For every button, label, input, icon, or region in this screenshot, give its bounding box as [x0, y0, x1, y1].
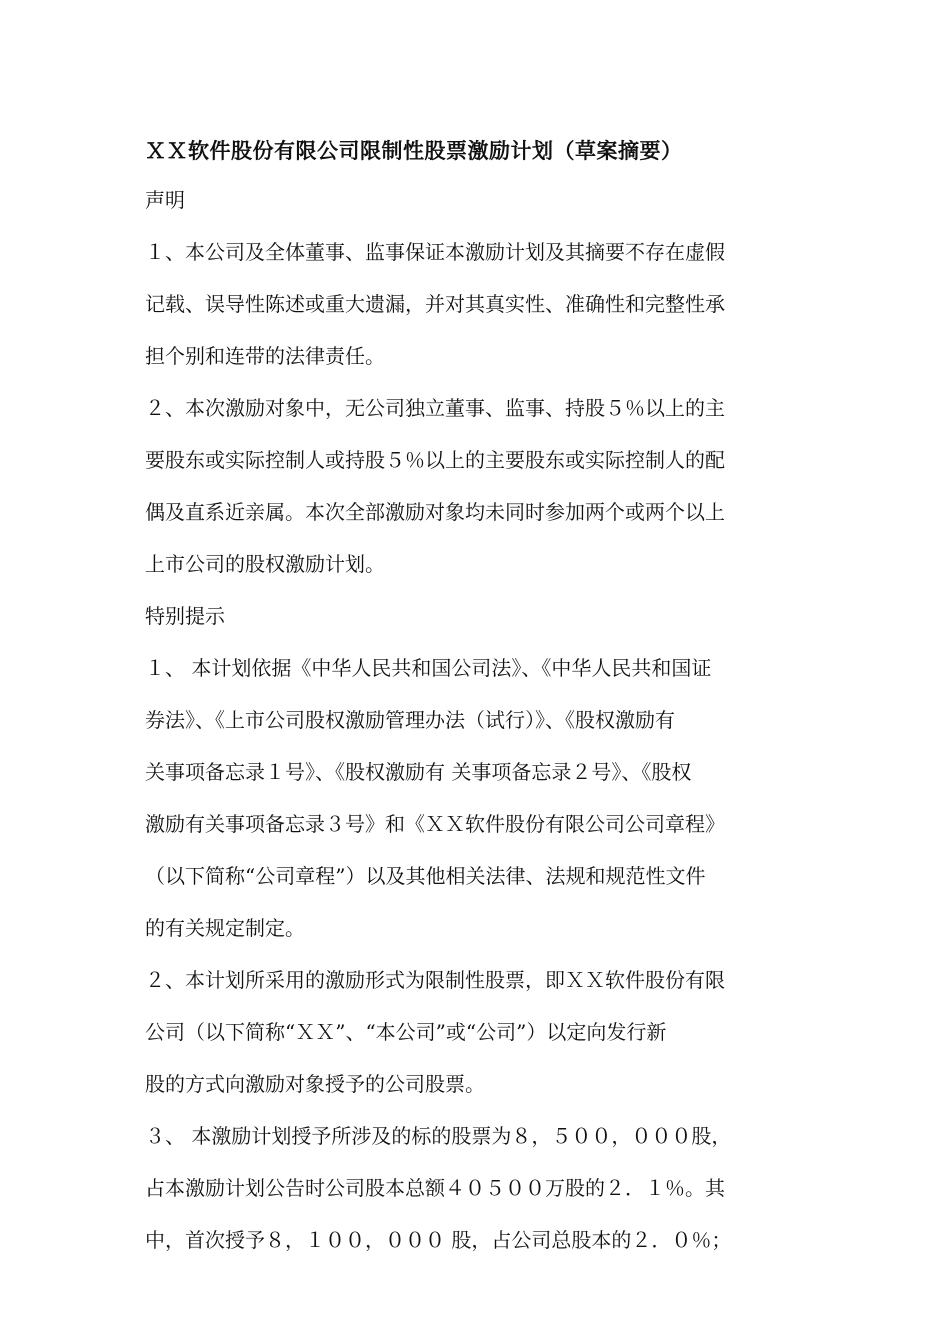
text-line: 中，首次授予８，１００，０００ 股，占公司总股本的２．０％；	[145, 1228, 732, 1252]
text-line: 要股东或实际控制人或持股５％以上的主要股东或实际控制人的配	[145, 448, 725, 472]
text-line: 上市公司的股权激励计划。	[145, 552, 385, 576]
document-title: ＸＸ软件股份有限公司限制性股票激励计划（草案摘要）	[145, 138, 683, 163]
text-line: １、本公司及全体董事、监事保证本激励计划及其摘要不存在虚假	[145, 240, 725, 264]
text-line: 偶及直系近亲属。本次全部激励对象均未同时参加两个或两个以上	[145, 500, 725, 524]
text-line: 关事项备忘录１号》、《股权激励有 关事项备忘录２号》、《股权	[145, 760, 692, 784]
statement-paragraph-2	[145, 382, 810, 590]
notice-paragraph-3	[145, 1110, 810, 1266]
document-body	[145, 128, 810, 1266]
text-line: 的有关规定制定。	[145, 916, 305, 940]
text-line: 股的方式向激励对象授予的公司股票。	[145, 1072, 485, 1096]
text-line: （以下简称“公司章程”）以及其他相关法律、法规和规范性文件	[145, 864, 706, 888]
text-line: １、 本计划依据《中华人民共和国公司法》、《中华人民共和国证	[145, 656, 712, 680]
text-line: 公司（以下简称“ＸＸ”、“本公司”或“公司”）以定向发行新	[145, 1020, 667, 1044]
text-line: 占本激励计划公告时公司股本总额４０５００万股的２．１％。其	[145, 1176, 725, 1200]
text-line: ３、 本激励计划授予所涉及的标的股票为８，５００，０００股，	[145, 1124, 732, 1148]
text-line: 担个别和连带的法律责任。	[145, 344, 385, 368]
section-heading-special-notice: 特别提示	[145, 604, 225, 628]
notice-paragraph-2	[145, 954, 810, 1110]
text-line: 记载、误导性陈述或重大遗漏，并对其真实性、准确性和完整性承	[145, 292, 725, 316]
text-line: 激励有关事项备忘录３号》和《ＸＸ软件股份有限公司公司章程》	[145, 812, 725, 836]
text-line: 券法》、《上市公司股权激励管理办法（试行）》、《股权激励有	[145, 708, 675, 732]
text-line: ２、本次激励对象中，无公司独立董事、监事、持股５％以上的主	[145, 396, 725, 420]
statement-paragraph-1	[145, 226, 810, 382]
notice-paragraph-1	[145, 642, 810, 954]
text-line: ２、本计划所采用的激励形式为限制性股票，即ＸＸ软件股份有限	[145, 968, 725, 992]
section-heading-statement: 声明	[145, 188, 185, 212]
